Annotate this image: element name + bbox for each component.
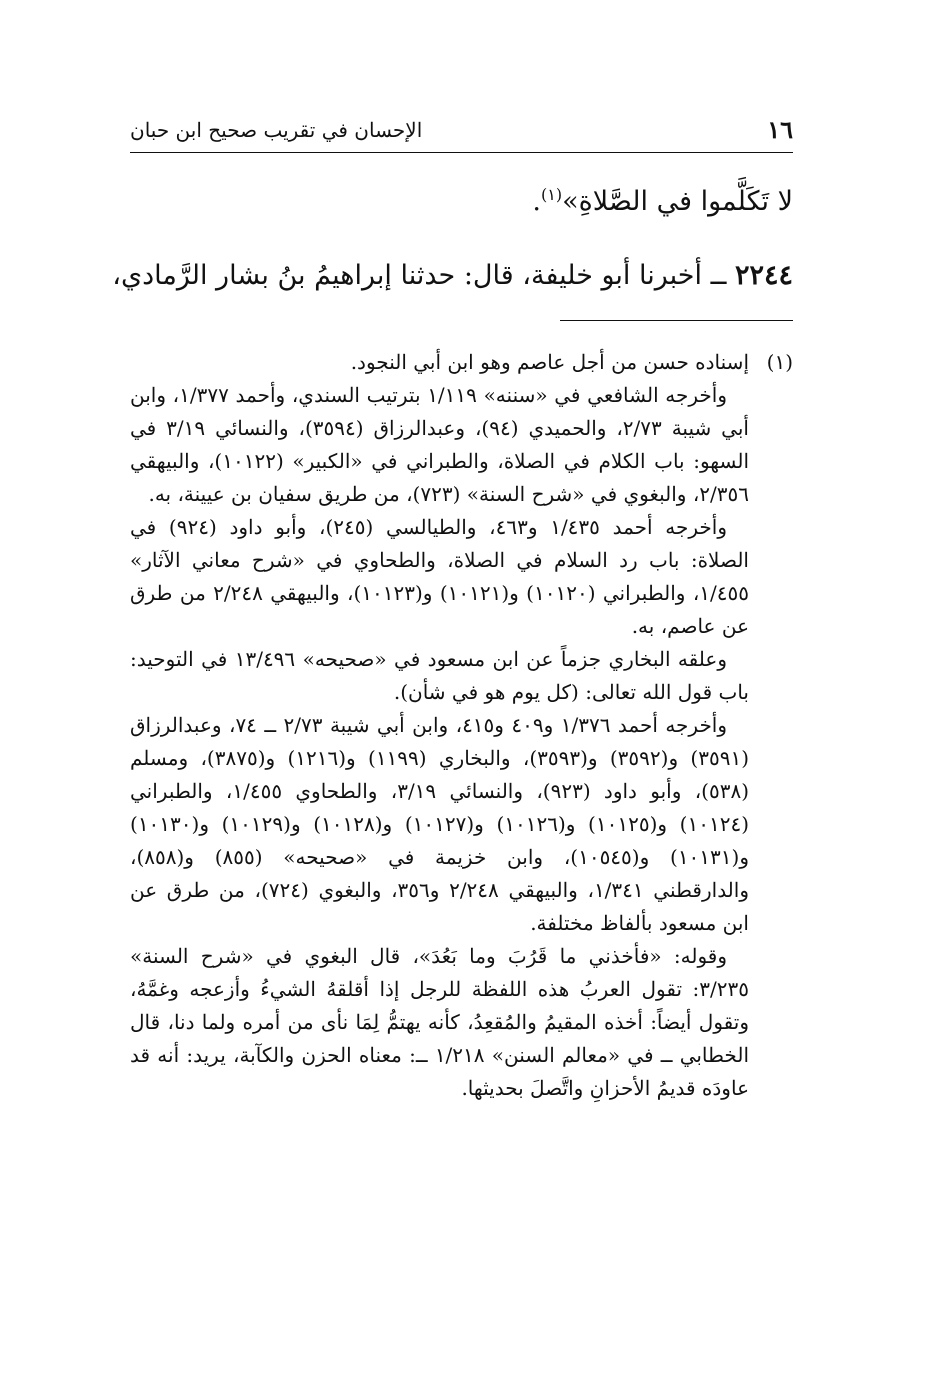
footnote-paragraph: وأخرجه الشافعي في «سننه» ١/١١٩ بترتيب السندي، وأحمد ١/٣٧٧، وابن أبي شيبة ٢/٧٣، والحميدي (٩٤)، وعبدالرزاق (٣٥٩٤)، والنسائي ٣/١٩ في السهو: باب الكلام في الصلاة، والطبراني في «الكبير» (١٠١٢٢)، والبيهقي ٢/٣٥٦، والبغوي في «شرح السنة» (٧٢٣)، من طريق سفيان بن عيينة، به. bbox=[130, 383, 750, 506]
hadith-number: ٢٢٤٤ bbox=[734, 260, 793, 291]
footnotes bbox=[130, 346, 793, 1105]
page-number: ١٦ bbox=[767, 115, 793, 144]
main-line-2-text: ــ أخبرنا أبو خليفة، قال: حدثنا إبراهيمُ بنُ بشار الرَّمادي، bbox=[112, 260, 735, 291]
footnote-paragraph: وقوله: «فأخذني ما قَرُبَ وما بَعُدَ»، قال البغوي في «شرح السنة» ٣/٢٣٥: تقول العربُ هذه اللفظة للرجل إذا أقلقهُ الشيءُ وأزعجه وغمَّهُ، وتقول أيضاً: أخذه المقيمُ والمُقعِدُ، كأنه يهتمُّ لِمَا نأى من أمره ولما دنا، قال الخطابي ــ في «معالم السنن» ١/٢١٨ ــ: معناه الحزن والكآبة، يريد: أنه قد عاودَه قديمُ الأحزانِ واتَّصلَ بحديثها. bbox=[130, 944, 749, 1100]
footnote-separator bbox=[560, 320, 793, 321]
footnote-paragraph: وعلقه البخاري جزماً عن ابن مسعود في «صحيحه» ١٣/٤٩٦ في التوحيد: باب قول الله تعالى: (كل يوم هو في شأن). bbox=[130, 647, 749, 704]
footnote-reference: (١) bbox=[541, 185, 563, 204]
footnote-paragraph bbox=[130, 346, 793, 379]
header-rule bbox=[130, 152, 793, 153]
main-line-2 bbox=[112, 256, 793, 296]
book-title: الإحسان في تقريب صحيح ابن حبان bbox=[130, 118, 423, 142]
main-line-1-text: لا تَكَلَّموا في الصَّلاةِ» bbox=[562, 186, 793, 217]
footnote-marker: (١) bbox=[766, 350, 793, 374]
main-line-1 bbox=[130, 175, 793, 222]
footnote-paragraph-text: إسناده حسن من أجل عاصم وهو ابن أبي النجود. bbox=[350, 350, 749, 374]
running-header bbox=[130, 112, 793, 148]
footnote-paragraph: وأخرجه أحمد ١/٣٧٦ و٤٠٩ و٤١٥، وابن أبي شيبة ٢/٧٣ ــ ٧٤، وعبدالرزاق (٣٥٩١) و(٣٥٩٢) و(٣٥٩٣)، والبخاري (١١٩٩) و(١٢١٦) و(٣٨٧٥)، ومسلم (٥٣٨)، وأبو داود (٩٢٣)، والنسائي ٣/١٩، والطحاوي ١/٤٥٥، والطبراني (١٠١٢٤) و(١٠١٢٥) و(١٠١٢٦) و(١٠١٢٧) و(١٠١٢٨) و(١٠١٢٩) و(١٠١٣٠) و(١٠١٣١) و(١٠٥٤٥)، وابن خزيمة في «صحيحه» (٨٥٥) و(٨٥٨)، والدارقطني ١/٣٤١، والبيهقي ٢/٢٤٨ و٣٥٦، والبغوي (٧٢٤)، من طرق عن ابن مسعود بألفاظ مختلفة. bbox=[130, 713, 750, 935]
footnote-paragraph: وأخرجه أحمد ١/٤٣٥ و٤٦٣، والطيالسي (٢٤٥)، وأبو داود (٩٢٤) في الصلاة: باب رد السلام في الصلاة، والطحاوي في «شرح معاني الآثار» ١/٤٥٥، والطبراني (١٠١٢٠) و(١٠١٢١) و(١٠١٢٣)، والبيهقي ٢/٢٤٨ من طرق عن عاصم، به. bbox=[130, 515, 749, 638]
main-line-1-end: . bbox=[532, 186, 541, 217]
main-text bbox=[112, 175, 793, 296]
